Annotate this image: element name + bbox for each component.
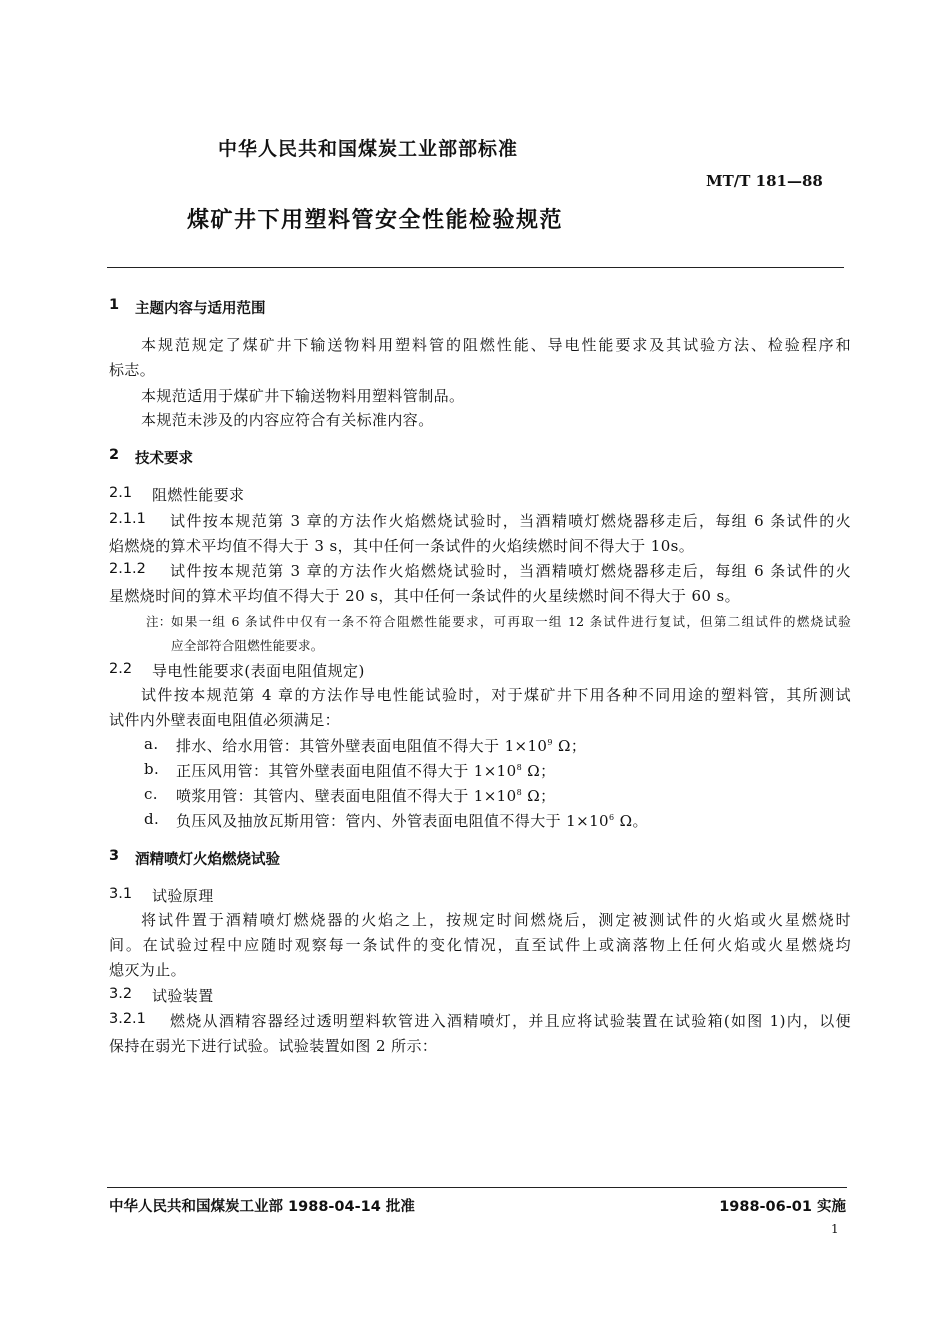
page-number: 1 [831,1222,839,1236]
clause-number: 3.2.1 [109,1011,146,1027]
clause-number: 3.1 [109,886,133,902]
paragraph-line: 试件按本规范第 3 章的方法作火焰燃烧试验时，当酒精喷灯燃烧器移走后，每组 6 条试件的火 [170,562,851,580]
clause-heading: 导电性能要求(表面电阻值规定) [152,662,365,680]
paragraph-line: 本规范适用于煤矿井下输送物料用塑料管制品。 [141,387,465,405]
paragraph-line: 焰燃烧的算术平均值不得大于 3 s，其中任何一条试件的火焰续燃时间不得大于 10s。 [109,537,695,555]
list-item-text: 排水、给水用管：其管外壁表面电阻值不得大于 1×10 [176,737,548,755]
clause-number: 2.1.2 [109,561,146,577]
list-item [176,810,648,831]
footer-divider [107,1187,847,1188]
clause-number: 3.2 [109,986,133,1002]
standard-org-title: 中华人民共和国煤炭工业部部标准 [218,138,519,160]
paragraph-line: 熄灭为止。 [109,961,187,979]
list-item-label: a. [144,735,159,753]
section-1-heading: 主题内容与适用范围 [135,301,266,317]
paragraph-line: 试件内外壁表面电阻值必须满足： [109,711,341,729]
list-item-unit: Ω； [522,762,556,780]
list-item-text: 喷浆用管：其管内、壁表面电阻值不得大于 1×10 [176,787,517,805]
paragraph-line: 间。在试验过程中应随时观察每一条试件的变化情况，直至试件上或滴落物上任何火焰或火星燃烧均 [109,936,851,954]
note-line: 应全部符合阻燃性能要求。 [171,638,324,653]
list-item [176,785,555,806]
paragraph-line: 将试件置于酒精喷灯燃烧器的火焰之上，按规定时间燃烧后，测定被测试件的火焰或火星燃烧时 [141,911,851,929]
list-item [176,735,586,756]
list-item [176,760,555,781]
effective-date: 1988-06-01 实施 [719,1199,846,1215]
section-3-heading: 酒精喷灯火焰燃烧试验 [135,852,280,868]
clause-number: 2.2 [109,661,133,677]
list-item-unit: Ω。 [614,812,648,830]
exponent: 6 [608,813,615,822]
paragraph-line: 保持在弱光下进行试验。试验装置如图 2 所示： [109,1037,438,1055]
list-item-label: d. [144,810,160,828]
clause-heading: 试验装置 [152,987,214,1005]
paragraph-line: 试件按本规范第 3 章的方法作火焰燃烧试验时，当酒精喷灯燃烧器移走后，每组 6 条试件的火 [170,512,851,530]
clause-number: 2.1.1 [109,511,146,527]
standard-code: MT/T 181—88 [706,172,823,190]
list-item-text: 正压风用管：其管外壁表面电阻值不得大于 1×10 [176,762,517,780]
exponent: 8 [516,788,523,797]
clause-heading: 试验原理 [152,887,214,905]
title-divider [107,267,844,268]
paragraph-line: 本规范规定了煤矿井下输送物料用塑料管的阻燃性能、导电性能要求及其试验方法、检验程序和 [141,336,851,354]
clause-number: 2.1 [109,485,133,501]
list-item-label: c. [144,785,158,803]
paragraph-line: 标志。 [109,361,156,379]
list-item-unit: Ω； [552,737,587,755]
section-2-heading: 技术要求 [135,451,193,467]
exponent: 9 [547,738,553,747]
exponent: 8 [516,763,523,772]
paragraph-line: 燃烧从酒精容器经过透明塑料软管进入酒精喷灯，并且应将试验装置在试验箱(如图 1)内，以便 [170,1012,851,1030]
list-item-text: 负压风及抽放瓦斯用管：管内、外管表面电阻值不得大于 1×10 [176,812,609,830]
note-label: 注： [146,614,172,629]
paragraph-line: 本规范未涉及的内容应符合有关标准内容。 [141,411,434,429]
approval-line: 中华人民共和国煤炭工业部 1988-04-14 批准 [109,1199,415,1215]
section-3-number: 3 [109,848,120,864]
paragraph-line: 试件按本规范第 4 章的方法作导电性能试验时，对于煤矿井下用各种不同用途的塑料管，其所测试 [141,686,851,704]
clause-heading: 阻燃性能要求 [152,486,245,504]
section-1-number: 1 [109,297,120,313]
paragraph-line: 星燃烧时间的算术平均值不得大于 20 s，其中任何一条试件的火星续燃时间不得大于 60 s。 [109,587,741,605]
list-item-label: b. [144,760,160,778]
section-2-number: 2 [109,447,120,463]
list-item-unit: Ω； [522,787,556,805]
note-line: 如果一组 6 条试件中仅有一条不符合阻燃性能要求，可再取一组 12 条试件进行复试，但第二组试件的燃烧试验 [171,614,851,629]
document-title: 煤矿井下用塑料管安全性能检验规范 [187,208,564,233]
